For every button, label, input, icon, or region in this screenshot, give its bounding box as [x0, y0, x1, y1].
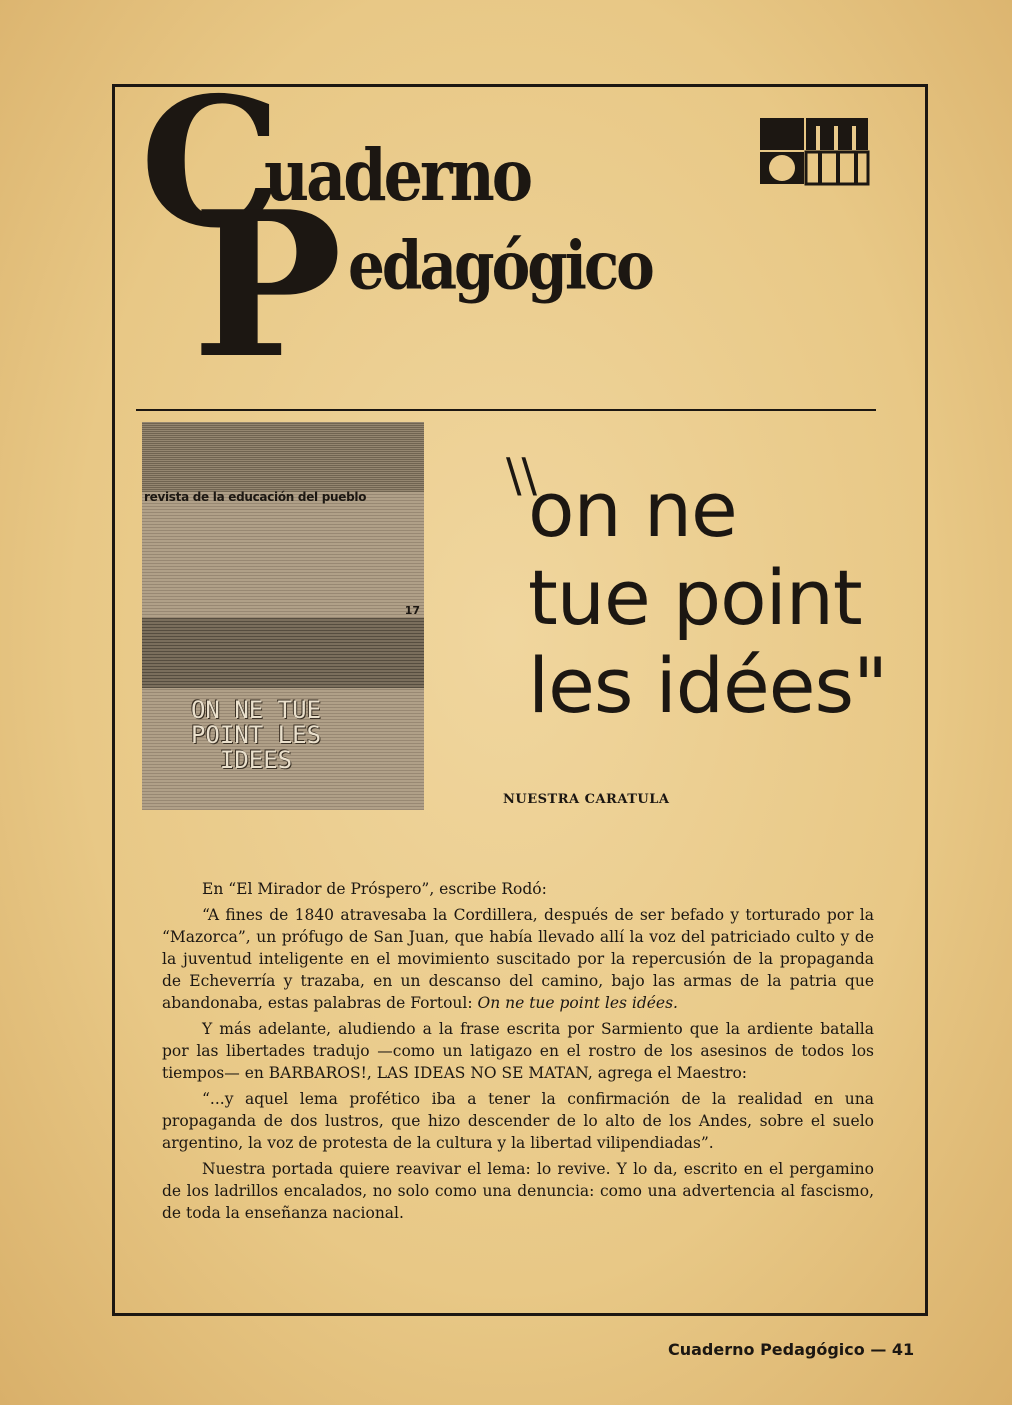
publisher-logo-icon — [758, 116, 870, 186]
title-line-3: les idées" — [528, 641, 888, 730]
page-footer: Cuaderno Pedagógico — 41 — [668, 1340, 915, 1359]
body-paragraph-1: En “El Mirador de Próspero”, escribe Rodó: — [202, 880, 547, 898]
section-divider — [136, 409, 876, 411]
body-paragraph-2-text: “A fines de 1840 atravesaba la Cordillera, después de ser befado y torturado por la “Mazorca”, un prófugo de San Juan, que había llevado allí la voz del patriciado culto y de la juventud inteligente en el movimiento suscitado por la repercusión de la propaganda de Echeverría y trazaba, en un descanso del camino, bajo las armas de la patria que abandonaba, estas palabras de Fortoul: — [162, 906, 874, 1012]
body-paragraph-2-italic: On ne tue point les idées. — [477, 994, 678, 1012]
masthead-word-edagogico: edagógico — [348, 226, 652, 305]
body-paragraph-5: Nuestra portada quiere reavivar el lema: lo revive. Y lo da, escrito en el pergamino de los ladrillos encalados, no solo como una denuncia: como una advertencia al fascismo, de toda la enseñanza nacional. — [162, 1160, 874, 1222]
cover-photo-top — [142, 422, 424, 492]
cover-issue-number: 17 — [404, 604, 420, 617]
body-paragraph-2 — [162, 904, 874, 1014]
masthead — [140, 58, 680, 403]
masthead-initial-c: C — [140, 58, 274, 267]
cover-graffiti-text: ON NE TUE POINT LES IDEES — [190, 696, 322, 775]
article-body — [162, 878, 874, 1224]
body-paragraph-4: “...y aquel lema profético iba a tener la confirmación de la realidad en una propaganda de dos lustros, que hizo descender de lo alto de los Andes, sobre el suelo argentino, la voz de protesta de la cultura y la libertad vilipendiadas”. — [162, 1090, 874, 1152]
article-title — [528, 466, 888, 730]
cover-masthead-text: revista de la educación del pueblo — [144, 490, 367, 504]
photo-caption: NUESTRA CARATULA — [503, 792, 670, 807]
title-line-1: on ne — [528, 465, 737, 554]
masthead-initial-p: P — [192, 168, 343, 403]
body-paragraph-3: Y más adelante, aludiendo a la frase escrita por Sarmiento que la ardiente batalla por las libertades tradujo —como un latigazo en el rostro de los asesinos de todos los tiempos— en BARBAROS!, LAS IDEAS NO SE MATAN, agrega el Maestro: — [162, 1020, 874, 1082]
cover-photo — [142, 422, 424, 810]
title-line-2: tue point — [528, 553, 862, 642]
masthead-word-uaderno: uaderno — [264, 133, 531, 218]
title-open-quote: \\ — [506, 448, 537, 502]
cover-photo-wall-top — [142, 618, 424, 688]
